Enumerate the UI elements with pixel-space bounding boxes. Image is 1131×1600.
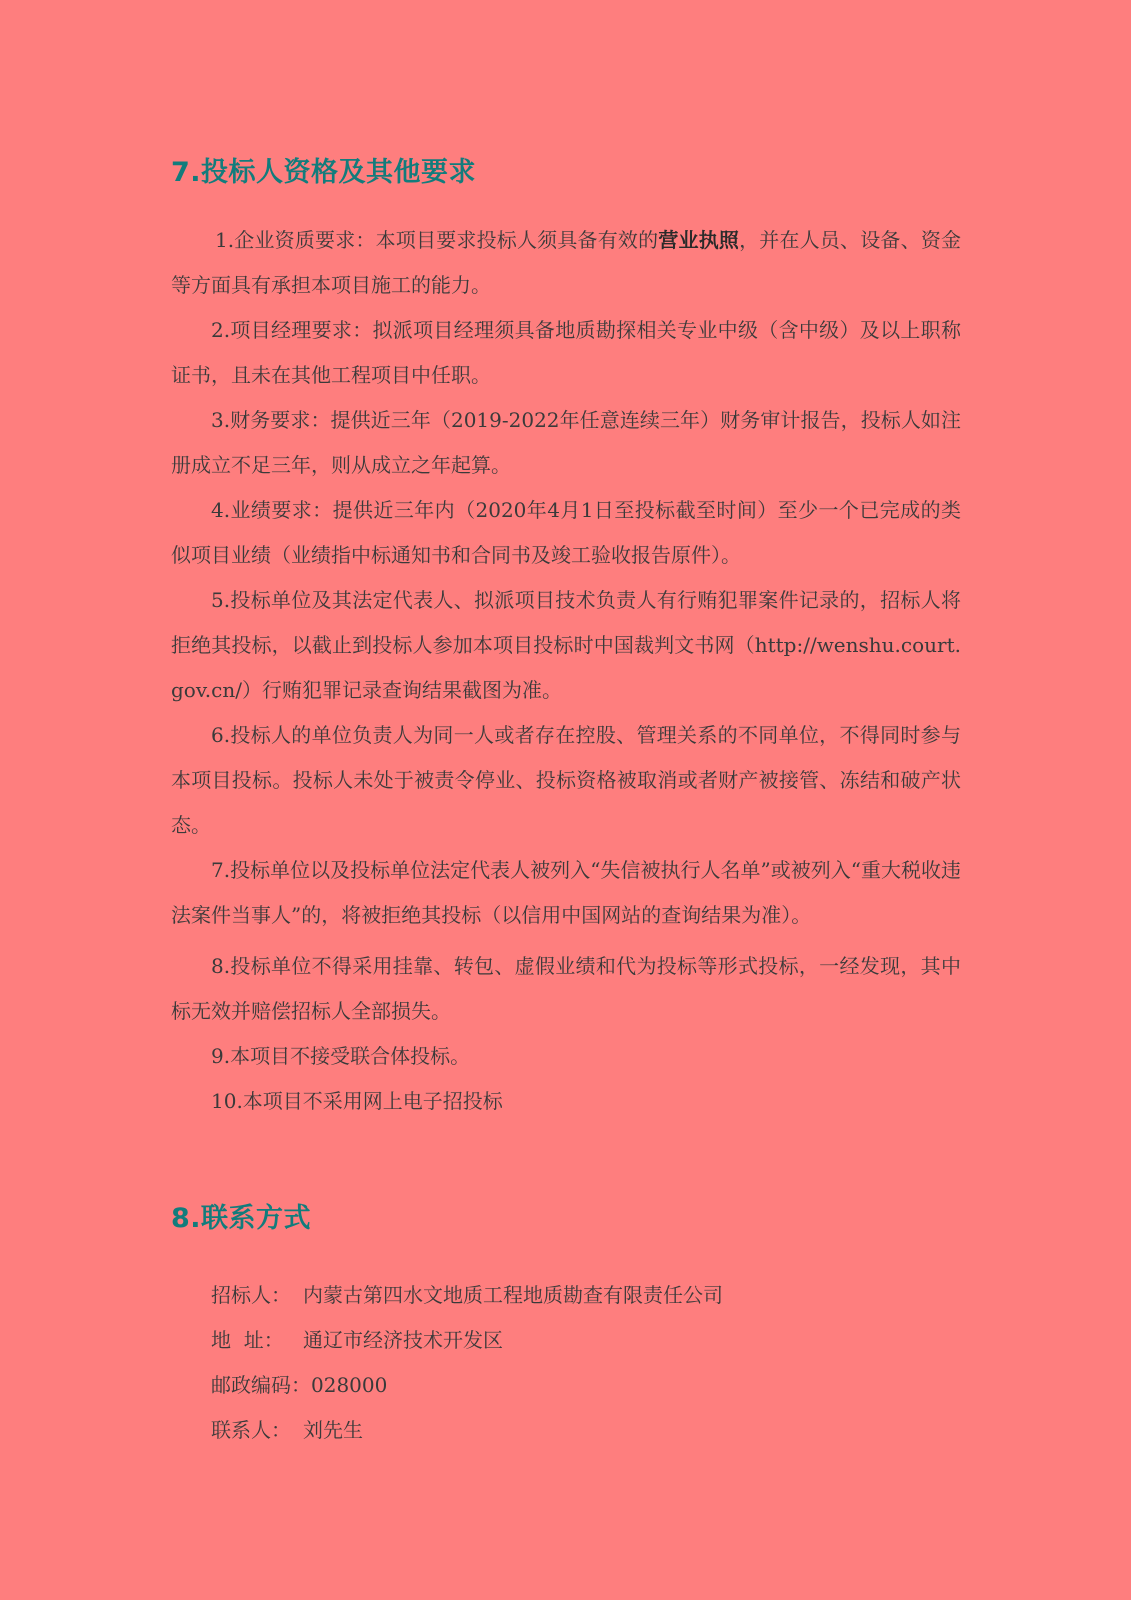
contact-tenderer-value: 内蒙古第四水文地质工程地质勘查有限责任公司 (303, 1283, 723, 1307)
contact-postcode (171, 1363, 961, 1408)
contact-postcode-value: 028000 (311, 1373, 388, 1397)
contact-postcode-label: 邮政编码： (211, 1373, 311, 1397)
contact-info (171, 1273, 961, 1453)
contact-person (171, 1408, 961, 1453)
contact-person-value: 刘先生 (303, 1418, 363, 1442)
contact-address-label: 地 址： (211, 1328, 284, 1352)
contact-person-label: 联系人： (211, 1418, 291, 1442)
contact-address (171, 1318, 961, 1363)
requirement-1 (171, 218, 961, 308)
requirement-10: 10.本项目不采用网上电子招投标 (211, 1089, 503, 1113)
requirement-7: 7.投标单位以及投标单位法定代表人被列入“失信被执行人名单”或被列入“重大税收违法案件当事人”的，将被拒绝其投标（以信用中国网站的查询结果为准）。 (171, 858, 961, 927)
section-heading-qualifications: 7.投标人资格及其他要求 (171, 157, 477, 188)
requirement-6: 6.投标人的单位负责人为同一人或者存在控股、管理关系的不同单位，不得同时参与本项目投标。投标人未处于被责令停业、投标资格被取消或者财产被接管、冻结和破产状态。 (171, 723, 961, 837)
requirement-1-text-b: ，并在人员、设备、资金等方面具有承担本项目施工的能力。 (171, 228, 962, 297)
contact-address-value: 通辽市经济技术开发区 (303, 1328, 503, 1352)
contact-tenderer (171, 1273, 961, 1318)
requirement-2: 2.项目经理要求：拟派项目经理须具备地质勘探相关专业中级（含中级）及以上职称证书，且未在其他工程项目中任职。 (171, 318, 961, 387)
requirement-1-emphasis: 营业执照 (658, 228, 740, 252)
contact-tenderer-label: 招标人： (211, 1283, 291, 1307)
requirement-9: 9.本项目不接受联合体投标。 (211, 1044, 471, 1068)
qualifications-list (171, 218, 961, 1124)
requirement-1-text-a: 1.企业资质要求：本项目要求投标人须具备有效的 (215, 228, 659, 252)
requirement-5: 5.投标单位及其法定代表人、拟派项目技术负责人有行贿犯罪案件记录的，招标人将拒绝其投标，以截止到投标人参加本项目投标时中国裁判文书网（http://wenshu.court.gov.cn/）行贿犯罪记录查询结果截图为准。 (171, 588, 961, 702)
requirement-8: 8.投标单位不得采用挂靠、转包、虚假业绩和代为投标等形式投标，一经发现，其中标无效并赔偿招标人全部损失。 (171, 954, 961, 1023)
requirement-4: 4.业绩要求：提供近三年内（2020年4月1日至投标截至时间）至少一个已完成的类似项目业绩（业绩指中标通知书和合同书及竣工验收报告原件）。 (171, 498, 961, 567)
requirement-3: 3.财务要求：提供近三年（2019-2022年任意连续三年）财务审计报告，投标人如注册成立不足三年，则从成立之年起算。 (171, 408, 961, 477)
section-heading-contact: 8.联系方式 (171, 1203, 312, 1234)
